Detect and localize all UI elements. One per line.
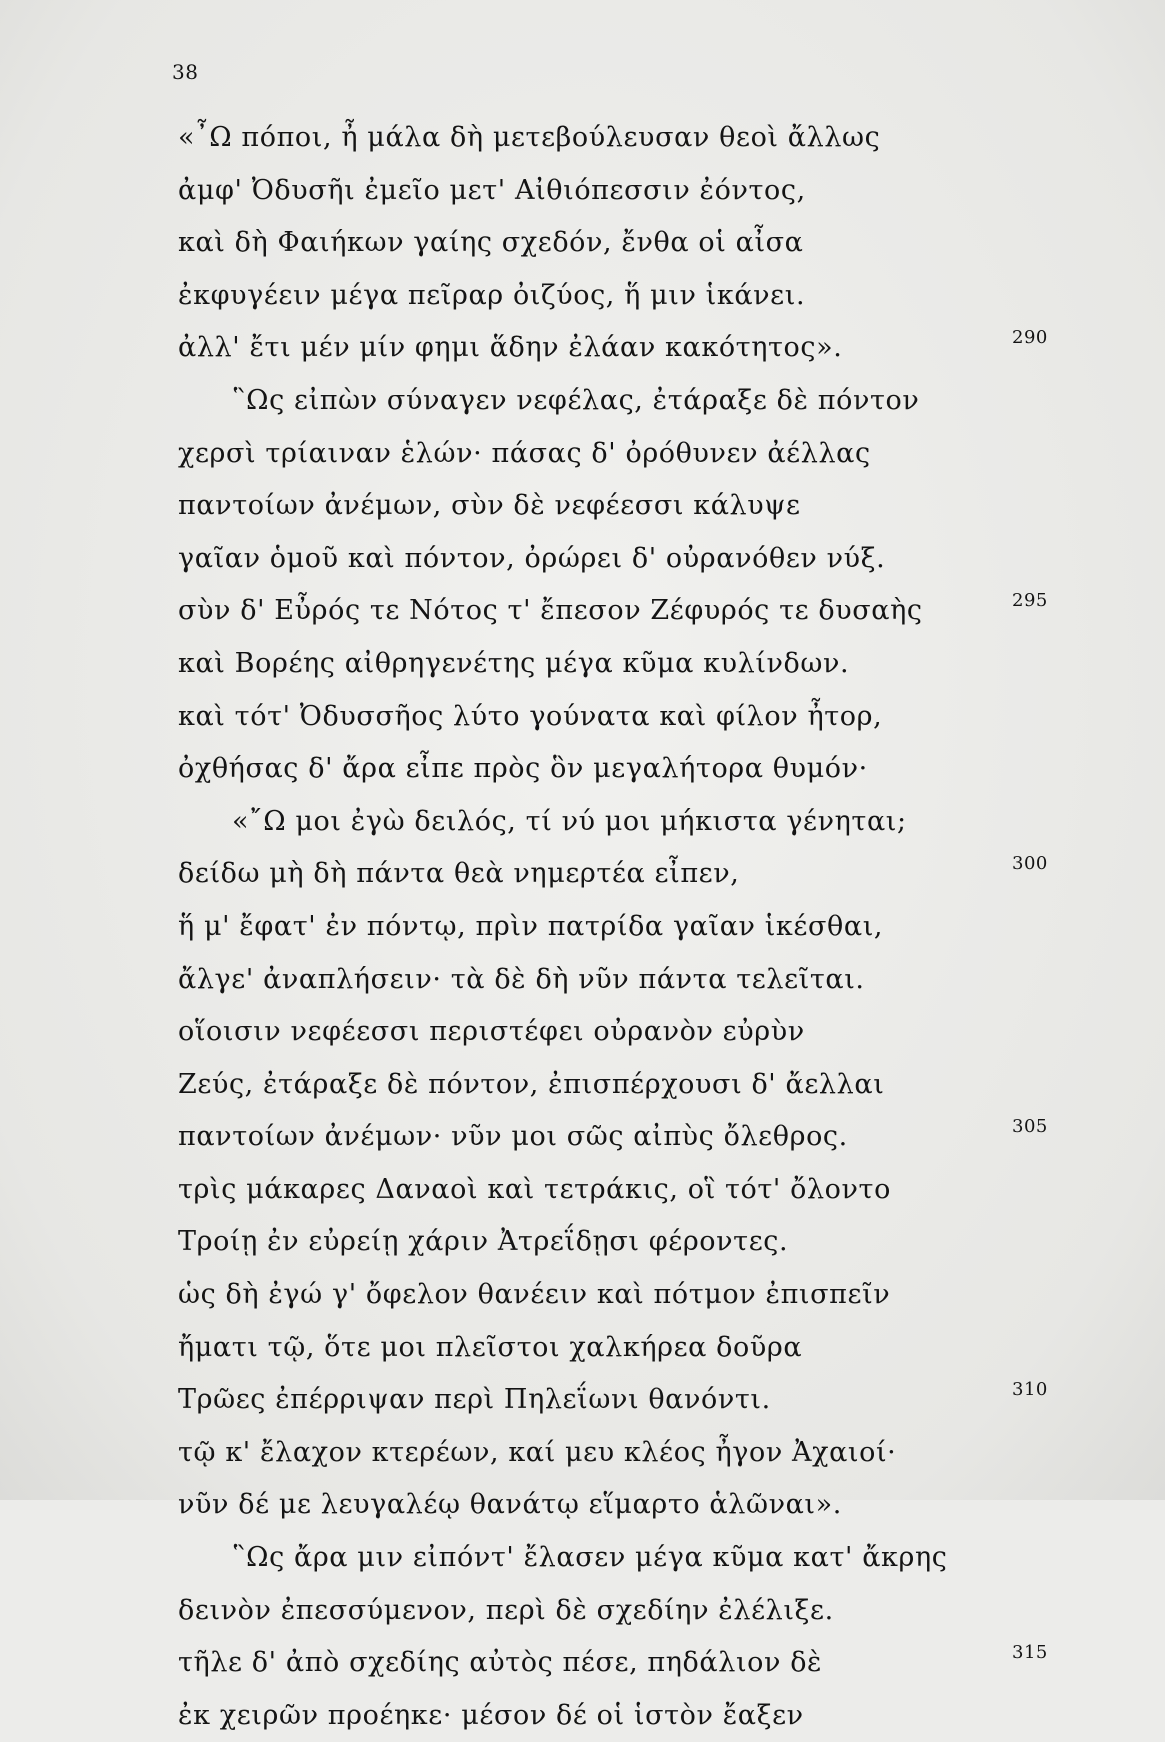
verse-line-text: Τρῶες ἐπέρριψαν περὶ Πηλεΐωνι θανόντι.: [178, 1384, 771, 1416]
verse-line: [0, 112, 1165, 165]
verse-line-text: τρὶς μάκαρες Δαναοὶ καὶ τετράκις, οἳ τότ' ὄλοντο: [178, 1173, 891, 1205]
verse-line: [0, 1059, 1165, 1112]
verse-line-text: ἀμφ' Ὀδυσῆι ἐμεῖο μετ' Αἰθιόπεσσιν ἐόντος,: [178, 174, 806, 206]
line-number: 315: [1012, 1642, 1048, 1664]
verse-line: [0, 1269, 1165, 1322]
line-number: 290: [1012, 327, 1048, 349]
verse-line: [0, 165, 1165, 218]
verse-line: [0, 1164, 1165, 1217]
verse-line-text: οἵοισιν νεφέεσσι περιστέφει οὐρανὸν εὐρὺν: [178, 1016, 805, 1048]
verse-line-text: τῆλε δ' ἀπὸ σχεδίης αὐτὸς πέσε, πηδάλιον δὲ: [178, 1647, 823, 1679]
verse-text: [0, 112, 1165, 1742]
line-number: 310: [1012, 1379, 1048, 1401]
line-number: 305: [1012, 1116, 1048, 1138]
verse-line: [0, 1216, 1165, 1269]
verse-line-text: ἤματι τῷ, ὅτε μοι πλεῖστοι χαλκήρεα δοῦρα: [178, 1331, 803, 1363]
verse-line-text: χερσὶ τρίαιναν ἑλών· πάσας δ' ὀρόθυνεν ἀέλλας: [178, 437, 871, 469]
verse-line: [0, 691, 1165, 744]
verse-line: [0, 533, 1165, 586]
verse-line: [0, 1690, 1165, 1742]
verse-line-text: παντοίων ἀνέμων, σὺν δὲ νεφέεσσι κάλυψε: [178, 490, 801, 522]
verse-line-text: καὶ δὴ Φαιήκων γαίης σχεδόν, ἔνθα οἱ αἶσα: [178, 227, 804, 259]
verse-line: [0, 1532, 1165, 1585]
verse-line-text: ἐκφυγέειν μέγα πεῖραρ ὀιζύος, ἥ μιν ἱκάνει.: [178, 279, 806, 311]
verse-line-text: ἀλλ' ἔτι μέν μίν φημι ἅδην ἐλάαν κακότητος».: [178, 332, 843, 364]
verse-line: [0, 1479, 1165, 1532]
page-number: 38: [172, 60, 199, 84]
verse-line-text: σὺν δ' Εὖρός τε Νότος τ' ἔπεσον Ζέφυρός τε δυσαὴς: [178, 595, 923, 627]
verse-line: [0, 743, 1165, 796]
verse-line-text: ἥ μ' ἔφατ' ἐν πόντῳ, πρὶν πατρίδα γαῖαν ἱκέσθαι,: [178, 910, 884, 942]
verse-line-text: ἄλγε' ἀναπλήσειν· τὰ δὲ δὴ νῦν πάντα τελεῖται.: [178, 963, 865, 995]
verse-line-text: ῝Ως εἰπὼν σύναγεν νεφέλας, ἐτάραξε δὲ πόντον: [232, 384, 920, 416]
verse-line: [0, 322, 1165, 375]
verse-line: [0, 1637, 1165, 1690]
verse-line: [0, 1585, 1165, 1638]
verse-line: [0, 638, 1165, 691]
verse-line: [0, 848, 1165, 901]
verse-line: [0, 375, 1165, 428]
verse-line-text: δείδω μὴ δὴ πάντα θεὰ νημερτέα εἶπεν,: [178, 858, 740, 890]
line-number: 300: [1012, 853, 1048, 875]
verse-line-text: Τροίῃ ἐν εὐρείῃ χάριν Ἀτρεΐδῃσι φέροντες.: [178, 1226, 789, 1258]
verse-line: [0, 1111, 1165, 1164]
verse-line-text: τῷ κ' ἔλαχον κτερέων, καί μευ κλέος ἦγον Ἀχαιοί·: [178, 1436, 897, 1468]
verse-line: [0, 1006, 1165, 1059]
verse-line: [0, 796, 1165, 849]
verse-line-text: «῏Ω πόποι, ἦ μάλα δὴ μετεβούλευσαν θεοὶ ἄλλως: [178, 122, 881, 153]
verse-line: [0, 1374, 1165, 1427]
verse-line-text: ῝Ως ἄρα μιν εἰπόντ' ἔλασεν μέγα κῦμα κατ' ἄκρης: [232, 1542, 948, 1574]
verse-line: [0, 480, 1165, 533]
line-number: 295: [1012, 590, 1048, 612]
verse-line: [0, 585, 1165, 638]
verse-line-text: καὶ τότ' Ὀδυσσῆος λύτο γούνατα καὶ φίλον ἦτορ,: [178, 700, 883, 732]
verse-line: [0, 1427, 1165, 1480]
verse-line-text: γαῖαν ὁμοῦ καὶ πόντον, ὀρώρει δ' οὐρανόθεν νύξ.: [178, 542, 886, 574]
verse-line: [0, 1322, 1165, 1375]
verse-line-text: ὡς δὴ ἐγώ γ' ὄφελον θανέειν καὶ πότμον ἐπισπεῖν: [178, 1279, 891, 1311]
verse-line: [0, 901, 1165, 954]
verse-line: [0, 270, 1165, 323]
verse-line-text: «῎Ω μοι ἐγὼ δειλός, τί νύ μοι μήκιστα γένηται;: [232, 805, 907, 837]
verse-line: [0, 428, 1165, 481]
verse-line-text: ὀχθήσας δ' ἄρα εἶπε πρὸς ὃν μεγαλήτορα θυμόν·: [178, 753, 868, 785]
verse-line-text: δεινὸν ἐπεσσύμενον, περὶ δὲ σχεδίην ἐλέλιξε.: [178, 1594, 834, 1626]
verse-line-text: ἐκ χειρῶν προέηκε· μέσον δέ οἱ ἱστὸν ἔαξεν: [178, 1699, 804, 1731]
verse-line: [0, 217, 1165, 270]
verse-line-text: νῦν δέ με λευγαλέῳ θανάτῳ εἵμαρτο ἁλῶναι».: [178, 1489, 842, 1521]
verse-line-text: Ζεύς, ἐτάραξε δὲ πόντον, ἐπισπέρχουσι δ' ἄελλαι: [178, 1068, 885, 1100]
verse-line: [0, 954, 1165, 1007]
verse-line-text: παντοίων ἀνέμων· νῦν μοι σῶς αἰπὺς ὄλεθρος.: [178, 1121, 848, 1153]
verse-line-text: καὶ Βορέης αἰθρηγενέτης μέγα κῦμα κυλίνδων.: [178, 647, 850, 679]
